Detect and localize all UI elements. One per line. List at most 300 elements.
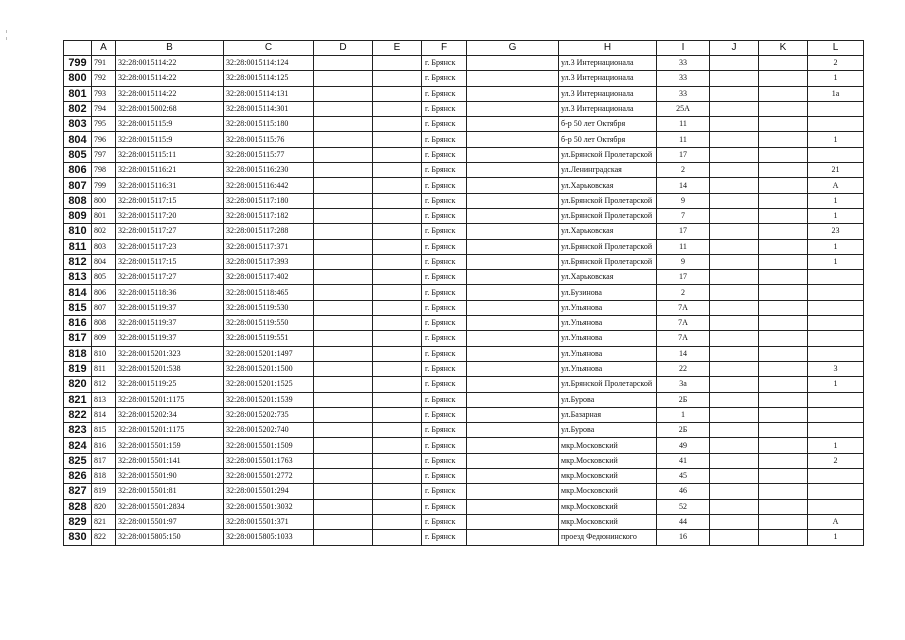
cell-k[interactable] bbox=[759, 530, 808, 545]
cell-h[interactable]: ул.Харьковская bbox=[559, 224, 657, 239]
cell-l[interactable]: 1 bbox=[808, 438, 864, 453]
row-number[interactable]: 806 bbox=[64, 163, 92, 178]
cell-g[interactable] bbox=[467, 453, 559, 468]
cell-b[interactable]: 32:28:0015116:21 bbox=[116, 163, 224, 178]
row-number[interactable]: 817 bbox=[64, 331, 92, 346]
cell-b[interactable]: 32:28:0015117:27 bbox=[116, 270, 224, 285]
cell-l[interactable] bbox=[808, 392, 864, 407]
row-number[interactable]: 820 bbox=[64, 377, 92, 392]
cell-h[interactable]: ул.Ульянова bbox=[559, 316, 657, 331]
cell-e[interactable] bbox=[373, 56, 422, 71]
cell-l[interactable] bbox=[808, 117, 864, 132]
cell-h[interactable]: б-р 50 лет Октября bbox=[559, 132, 657, 147]
row-number[interactable]: 825 bbox=[64, 453, 92, 468]
cell-g[interactable] bbox=[467, 514, 559, 529]
cell-k[interactable] bbox=[759, 254, 808, 269]
cell-i[interactable]: 7А bbox=[657, 300, 710, 315]
cell-g[interactable] bbox=[467, 407, 559, 422]
cell-a[interactable]: 811 bbox=[92, 361, 116, 376]
cell-b[interactable]: 32:28:0015805:150 bbox=[116, 530, 224, 545]
cell-b[interactable]: 32:28:0015114:22 bbox=[116, 56, 224, 71]
cell-g[interactable] bbox=[467, 239, 559, 254]
cell-j[interactable] bbox=[710, 361, 759, 376]
column-header[interactable]: H bbox=[559, 41, 657, 56]
row-number[interactable]: 808 bbox=[64, 193, 92, 208]
cell-i[interactable]: 49 bbox=[657, 438, 710, 453]
cell-l[interactable]: 2 bbox=[808, 453, 864, 468]
cell-a[interactable]: 807 bbox=[92, 300, 116, 315]
cell-c[interactable]: 32:28:0015202:740 bbox=[224, 423, 314, 438]
cell-j[interactable] bbox=[710, 392, 759, 407]
cell-b[interactable]: 32:28:0015114:22 bbox=[116, 86, 224, 101]
cell-i[interactable]: 11 bbox=[657, 132, 710, 147]
cell-j[interactable] bbox=[710, 254, 759, 269]
cell-k[interactable] bbox=[759, 316, 808, 331]
cell-c[interactable]: 32:28:0015201:1539 bbox=[224, 392, 314, 407]
cell-e[interactable] bbox=[373, 423, 422, 438]
cell-d[interactable] bbox=[314, 178, 373, 193]
cell-a[interactable]: 814 bbox=[92, 407, 116, 422]
cell-b[interactable]: 32:28:0015202:34 bbox=[116, 407, 224, 422]
cell-i[interactable]: 3а bbox=[657, 377, 710, 392]
cell-k[interactable] bbox=[759, 499, 808, 514]
cell-l[interactable]: 1 bbox=[808, 239, 864, 254]
cell-j[interactable] bbox=[710, 484, 759, 499]
cell-a[interactable]: 821 bbox=[92, 514, 116, 529]
cell-d[interactable] bbox=[314, 71, 373, 86]
cell-k[interactable] bbox=[759, 86, 808, 101]
cell-k[interactable] bbox=[759, 117, 808, 132]
row-number[interactable]: 813 bbox=[64, 270, 92, 285]
cell-k[interactable] bbox=[759, 101, 808, 116]
cell-g[interactable] bbox=[467, 56, 559, 71]
cell-k[interactable] bbox=[759, 224, 808, 239]
cell-a[interactable]: 804 bbox=[92, 254, 116, 269]
cell-j[interactable] bbox=[710, 530, 759, 545]
cell-i[interactable]: 14 bbox=[657, 178, 710, 193]
cell-b[interactable]: 32:28:0015117:15 bbox=[116, 193, 224, 208]
cell-j[interactable] bbox=[710, 438, 759, 453]
cell-e[interactable] bbox=[373, 193, 422, 208]
cell-g[interactable] bbox=[467, 316, 559, 331]
cell-g[interactable] bbox=[467, 423, 559, 438]
cell-d[interactable] bbox=[314, 361, 373, 376]
cell-c[interactable]: 32:28:0015117:371 bbox=[224, 239, 314, 254]
cell-e[interactable] bbox=[373, 86, 422, 101]
cell-l[interactable] bbox=[808, 346, 864, 361]
cell-d[interactable] bbox=[314, 300, 373, 315]
cell-l[interactable] bbox=[808, 331, 864, 346]
cell-d[interactable] bbox=[314, 453, 373, 468]
cell-i[interactable]: 16 bbox=[657, 530, 710, 545]
cell-g[interactable] bbox=[467, 178, 559, 193]
cell-a[interactable]: 799 bbox=[92, 178, 116, 193]
cell-g[interactable] bbox=[467, 499, 559, 514]
row-number[interactable]: 809 bbox=[64, 208, 92, 223]
cell-c[interactable]: 32:28:0015117:182 bbox=[224, 208, 314, 223]
cell-j[interactable] bbox=[710, 56, 759, 71]
cell-a[interactable]: 792 bbox=[92, 71, 116, 86]
cell-b[interactable]: 32:28:0015501:141 bbox=[116, 453, 224, 468]
cell-f[interactable]: г. Брянск bbox=[422, 438, 467, 453]
cell-c[interactable]: 32:28:0015115:180 bbox=[224, 117, 314, 132]
cell-c[interactable]: 32:28:0015501:1763 bbox=[224, 453, 314, 468]
cell-h[interactable]: ул.Базарная bbox=[559, 407, 657, 422]
cell-j[interactable] bbox=[710, 331, 759, 346]
cell-k[interactable] bbox=[759, 453, 808, 468]
cell-a[interactable]: 810 bbox=[92, 346, 116, 361]
row-number[interactable]: 814 bbox=[64, 285, 92, 300]
cell-d[interactable] bbox=[314, 163, 373, 178]
cell-i[interactable]: 9 bbox=[657, 254, 710, 269]
cell-l[interactable]: 21 bbox=[808, 163, 864, 178]
cell-g[interactable] bbox=[467, 163, 559, 178]
cell-h[interactable]: ул.Брянской Пролетарской bbox=[559, 208, 657, 223]
cell-i[interactable]: 2Б bbox=[657, 392, 710, 407]
cell-i[interactable]: 25А bbox=[657, 101, 710, 116]
cell-e[interactable] bbox=[373, 254, 422, 269]
cell-k[interactable] bbox=[759, 132, 808, 147]
row-number[interactable]: 822 bbox=[64, 407, 92, 422]
cell-d[interactable] bbox=[314, 147, 373, 162]
cell-k[interactable] bbox=[759, 300, 808, 315]
cell-b[interactable]: 32:28:0015201:1175 bbox=[116, 423, 224, 438]
cell-d[interactable] bbox=[314, 438, 373, 453]
cell-k[interactable] bbox=[759, 178, 808, 193]
cell-l[interactable] bbox=[808, 101, 864, 116]
cell-k[interactable] bbox=[759, 392, 808, 407]
cell-k[interactable] bbox=[759, 377, 808, 392]
row-number[interactable]: 801 bbox=[64, 86, 92, 101]
cell-j[interactable] bbox=[710, 178, 759, 193]
cell-c[interactable]: 32:28:0015201:1525 bbox=[224, 377, 314, 392]
cell-c[interactable]: 32:28:0015117:402 bbox=[224, 270, 314, 285]
cell-h[interactable]: мкр.Московский bbox=[559, 438, 657, 453]
cell-c[interactable]: 32:28:0015202:735 bbox=[224, 407, 314, 422]
cell-j[interactable] bbox=[710, 469, 759, 484]
row-number[interactable]: 799 bbox=[64, 56, 92, 71]
cell-l[interactable]: А bbox=[808, 178, 864, 193]
cell-c[interactable]: 32:28:0015501:2772 bbox=[224, 469, 314, 484]
cell-f[interactable]: г. Брянск bbox=[422, 392, 467, 407]
cell-b[interactable]: 32:28:0015501:2834 bbox=[116, 499, 224, 514]
column-header[interactable]: K bbox=[759, 41, 808, 56]
cell-l[interactable]: 3 bbox=[808, 361, 864, 376]
row-number[interactable]: 821 bbox=[64, 392, 92, 407]
cell-h[interactable]: ул.3 Интернационала bbox=[559, 86, 657, 101]
cell-d[interactable] bbox=[314, 254, 373, 269]
cell-f[interactable]: г. Брянск bbox=[422, 453, 467, 468]
cell-b[interactable]: 32:28:0015115:11 bbox=[116, 147, 224, 162]
cell-e[interactable] bbox=[373, 469, 422, 484]
cell-b[interactable]: 32:28:0015119:37 bbox=[116, 300, 224, 315]
cell-k[interactable] bbox=[759, 469, 808, 484]
cell-g[interactable] bbox=[467, 530, 559, 545]
cell-f[interactable]: г. Брянск bbox=[422, 361, 467, 376]
cell-c[interactable]: 32:28:0015201:1497 bbox=[224, 346, 314, 361]
row-number[interactable]: 830 bbox=[64, 530, 92, 545]
cell-d[interactable] bbox=[314, 377, 373, 392]
cell-a[interactable]: 801 bbox=[92, 208, 116, 223]
cell-l[interactable]: 23 bbox=[808, 224, 864, 239]
cell-b[interactable]: 32:28:0015119:37 bbox=[116, 331, 224, 346]
row-number[interactable]: 819 bbox=[64, 361, 92, 376]
cell-f[interactable]: г. Брянск bbox=[422, 270, 467, 285]
row-number[interactable]: 829 bbox=[64, 514, 92, 529]
cell-c[interactable]: 32:28:0015119:550 bbox=[224, 316, 314, 331]
cell-c[interactable]: 32:28:0015114:125 bbox=[224, 71, 314, 86]
cell-f[interactable]: г. Брянск bbox=[422, 163, 467, 178]
cell-i[interactable]: 2 bbox=[657, 285, 710, 300]
cell-d[interactable] bbox=[314, 193, 373, 208]
row-number[interactable]: 823 bbox=[64, 423, 92, 438]
cell-d[interactable] bbox=[314, 514, 373, 529]
cell-f[interactable]: г. Брянск bbox=[422, 224, 467, 239]
cell-f[interactable]: г. Брянск bbox=[422, 254, 467, 269]
row-number[interactable]: 811 bbox=[64, 239, 92, 254]
cell-l[interactable]: 1 bbox=[808, 377, 864, 392]
row-number[interactable]: 805 bbox=[64, 147, 92, 162]
cell-b[interactable]: 32:28:0015201:538 bbox=[116, 361, 224, 376]
cell-e[interactable] bbox=[373, 484, 422, 499]
cell-e[interactable] bbox=[373, 208, 422, 223]
cell-i[interactable]: 2Б bbox=[657, 423, 710, 438]
cell-d[interactable] bbox=[314, 101, 373, 116]
cell-d[interactable] bbox=[314, 208, 373, 223]
cell-a[interactable]: 794 bbox=[92, 101, 116, 116]
cell-l[interactable]: 1 bbox=[808, 71, 864, 86]
cell-b[interactable]: 32:28:0015201:1175 bbox=[116, 392, 224, 407]
column-header[interactable]: B bbox=[116, 41, 224, 56]
cell-k[interactable] bbox=[759, 361, 808, 376]
cell-a[interactable]: 805 bbox=[92, 270, 116, 285]
cell-i[interactable]: 33 bbox=[657, 56, 710, 71]
cell-i[interactable]: 17 bbox=[657, 147, 710, 162]
cell-h[interactable]: ул.Ульянова bbox=[559, 346, 657, 361]
cell-g[interactable] bbox=[467, 377, 559, 392]
cell-a[interactable]: 803 bbox=[92, 239, 116, 254]
cell-b[interactable]: 32:28:0015115:9 bbox=[116, 132, 224, 147]
cell-e[interactable] bbox=[373, 285, 422, 300]
cell-f[interactable]: г. Брянск bbox=[422, 117, 467, 132]
cell-i[interactable]: 7А bbox=[657, 331, 710, 346]
column-header[interactable]: C bbox=[224, 41, 314, 56]
cell-f[interactable]: г. Брянск bbox=[422, 56, 467, 71]
cell-i[interactable]: 33 bbox=[657, 86, 710, 101]
cell-h[interactable]: б-р 50 лет Октября bbox=[559, 117, 657, 132]
column-header[interactable]: G bbox=[467, 41, 559, 56]
cell-g[interactable] bbox=[467, 392, 559, 407]
cell-d[interactable] bbox=[314, 224, 373, 239]
cell-h[interactable]: ул.Брянской Пролетарской bbox=[559, 239, 657, 254]
cell-c[interactable]: 32:28:0015116:442 bbox=[224, 178, 314, 193]
cell-k[interactable] bbox=[759, 239, 808, 254]
cell-c[interactable]: 32:28:0015114:131 bbox=[224, 86, 314, 101]
cell-j[interactable] bbox=[710, 300, 759, 315]
cell-g[interactable] bbox=[467, 208, 559, 223]
column-header[interactable]: D bbox=[314, 41, 373, 56]
cell-i[interactable]: 45 bbox=[657, 469, 710, 484]
cell-a[interactable]: 808 bbox=[92, 316, 116, 331]
cell-l[interactable]: 1 bbox=[808, 530, 864, 545]
cell-d[interactable] bbox=[314, 239, 373, 254]
cell-b[interactable]: 32:28:0015501:159 bbox=[116, 438, 224, 453]
row-number[interactable]: 815 bbox=[64, 300, 92, 315]
cell-e[interactable] bbox=[373, 346, 422, 361]
cell-b[interactable]: 32:28:0015118:36 bbox=[116, 285, 224, 300]
cell-l[interactable]: 1 bbox=[808, 254, 864, 269]
cell-f[interactable]: г. Брянск bbox=[422, 86, 467, 101]
column-header[interactable]: J bbox=[710, 41, 759, 56]
cell-e[interactable] bbox=[373, 438, 422, 453]
cell-j[interactable] bbox=[710, 117, 759, 132]
cell-h[interactable]: ул.3 Интернационала bbox=[559, 71, 657, 86]
cell-g[interactable] bbox=[467, 254, 559, 269]
cell-g[interactable] bbox=[467, 101, 559, 116]
cell-j[interactable] bbox=[710, 407, 759, 422]
cell-l[interactable] bbox=[808, 316, 864, 331]
cell-d[interactable] bbox=[314, 331, 373, 346]
cell-j[interactable] bbox=[710, 499, 759, 514]
column-header[interactable]: L bbox=[808, 41, 864, 56]
cell-d[interactable] bbox=[314, 423, 373, 438]
cell-j[interactable] bbox=[710, 346, 759, 361]
cell-j[interactable] bbox=[710, 193, 759, 208]
cell-g[interactable] bbox=[467, 193, 559, 208]
cell-i[interactable]: 17 bbox=[657, 224, 710, 239]
cell-e[interactable] bbox=[373, 377, 422, 392]
cell-k[interactable] bbox=[759, 438, 808, 453]
cell-b[interactable]: 32:28:0015002:68 bbox=[116, 101, 224, 116]
cell-h[interactable]: ул.Ленинградская bbox=[559, 163, 657, 178]
cell-c[interactable]: 32:28:0015119:551 bbox=[224, 331, 314, 346]
cell-l[interactable] bbox=[808, 484, 864, 499]
cell-b[interactable]: 32:28:0015114:22 bbox=[116, 71, 224, 86]
cell-l[interactable]: 1 bbox=[808, 208, 864, 223]
cell-h[interactable]: ул.3 Интернационала bbox=[559, 56, 657, 71]
cell-g[interactable] bbox=[467, 270, 559, 285]
cell-c[interactable]: 32:28:0015119:530 bbox=[224, 300, 314, 315]
cell-d[interactable] bbox=[314, 469, 373, 484]
cell-d[interactable] bbox=[314, 499, 373, 514]
cell-f[interactable]: г. Брянск bbox=[422, 285, 467, 300]
cell-h[interactable]: ул.Харьковская bbox=[559, 270, 657, 285]
cell-e[interactable] bbox=[373, 71, 422, 86]
cell-c[interactable]: 32:28:0015115:76 bbox=[224, 132, 314, 147]
cell-f[interactable]: г. Брянск bbox=[422, 346, 467, 361]
cell-g[interactable] bbox=[467, 346, 559, 361]
cell-d[interactable] bbox=[314, 86, 373, 101]
cell-h[interactable]: ул.Бузинова bbox=[559, 285, 657, 300]
cell-c[interactable]: 32:28:0015117:180 bbox=[224, 193, 314, 208]
cell-h[interactable]: мкр.Московский bbox=[559, 469, 657, 484]
cell-k[interactable] bbox=[759, 346, 808, 361]
cell-h[interactable]: ул.Брянской Пролетарской bbox=[559, 193, 657, 208]
cell-e[interactable] bbox=[373, 316, 422, 331]
cell-j[interactable] bbox=[710, 514, 759, 529]
cell-k[interactable] bbox=[759, 423, 808, 438]
cell-j[interactable] bbox=[710, 377, 759, 392]
cell-h[interactable]: мкр.Московский bbox=[559, 484, 657, 499]
cell-l[interactable] bbox=[808, 147, 864, 162]
cell-b[interactable]: 32:28:0015501:90 bbox=[116, 469, 224, 484]
cell-a[interactable]: 795 bbox=[92, 117, 116, 132]
cell-l[interactable] bbox=[808, 423, 864, 438]
cell-f[interactable]: г. Брянск bbox=[422, 178, 467, 193]
cell-f[interactable]: г. Брянск bbox=[422, 514, 467, 529]
cell-j[interactable] bbox=[710, 147, 759, 162]
cell-k[interactable] bbox=[759, 193, 808, 208]
cell-a[interactable]: 797 bbox=[92, 147, 116, 162]
cell-d[interactable] bbox=[314, 132, 373, 147]
cell-e[interactable] bbox=[373, 101, 422, 116]
cell-b[interactable]: 32:28:0015116:31 bbox=[116, 178, 224, 193]
cell-b[interactable]: 32:28:0015117:20 bbox=[116, 208, 224, 223]
cell-k[interactable] bbox=[759, 407, 808, 422]
cell-l[interactable] bbox=[808, 469, 864, 484]
cell-d[interactable] bbox=[314, 484, 373, 499]
cell-e[interactable] bbox=[373, 392, 422, 407]
cell-a[interactable]: 796 bbox=[92, 132, 116, 147]
cell-d[interactable] bbox=[314, 407, 373, 422]
cell-a[interactable]: 802 bbox=[92, 224, 116, 239]
cell-j[interactable] bbox=[710, 163, 759, 178]
cell-k[interactable] bbox=[759, 208, 808, 223]
cell-i[interactable]: 52 bbox=[657, 499, 710, 514]
cell-j[interactable] bbox=[710, 224, 759, 239]
cell-j[interactable] bbox=[710, 71, 759, 86]
cell-a[interactable]: 820 bbox=[92, 499, 116, 514]
cell-h[interactable]: ул.Брянской Пролетарской bbox=[559, 254, 657, 269]
cell-j[interactable] bbox=[710, 132, 759, 147]
cell-a[interactable]: 815 bbox=[92, 423, 116, 438]
cell-f[interactable]: г. Брянск bbox=[422, 239, 467, 254]
cell-e[interactable] bbox=[373, 453, 422, 468]
cell-f[interactable]: г. Брянск bbox=[422, 300, 467, 315]
cell-h[interactable]: мкр.Московский bbox=[559, 499, 657, 514]
cell-b[interactable]: 32:28:0015117:15 bbox=[116, 254, 224, 269]
cell-f[interactable]: г. Брянск bbox=[422, 377, 467, 392]
column-header[interactable]: F bbox=[422, 41, 467, 56]
cell-l[interactable]: А bbox=[808, 514, 864, 529]
row-number[interactable]: 818 bbox=[64, 346, 92, 361]
cell-f[interactable]: г. Брянск bbox=[422, 469, 467, 484]
cell-f[interactable]: г. Брянск bbox=[422, 530, 467, 545]
cell-f[interactable]: г. Брянск bbox=[422, 484, 467, 499]
cell-c[interactable]: 32:28:0015115:77 bbox=[224, 147, 314, 162]
cell-i[interactable]: 14 bbox=[657, 346, 710, 361]
cell-b[interactable]: 32:28:0015119:25 bbox=[116, 377, 224, 392]
cell-l[interactable]: 1 bbox=[808, 193, 864, 208]
cell-e[interactable] bbox=[373, 163, 422, 178]
cell-i[interactable]: 7А bbox=[657, 316, 710, 331]
cell-c[interactable]: 32:28:0015117:288 bbox=[224, 224, 314, 239]
cell-h[interactable]: ул.Ульянова bbox=[559, 331, 657, 346]
cell-g[interactable] bbox=[467, 86, 559, 101]
cell-k[interactable] bbox=[759, 56, 808, 71]
cell-l[interactable] bbox=[808, 407, 864, 422]
row-number[interactable]: 800 bbox=[64, 71, 92, 86]
cell-k[interactable] bbox=[759, 147, 808, 162]
cell-l[interactable]: 1а bbox=[808, 86, 864, 101]
cell-e[interactable] bbox=[373, 132, 422, 147]
cell-i[interactable]: 33 bbox=[657, 71, 710, 86]
cell-j[interactable] bbox=[710, 86, 759, 101]
cell-e[interactable] bbox=[373, 530, 422, 545]
cell-b[interactable]: 32:28:0015119:37 bbox=[116, 316, 224, 331]
cell-l[interactable]: 2 bbox=[808, 56, 864, 71]
cell-a[interactable]: 809 bbox=[92, 331, 116, 346]
